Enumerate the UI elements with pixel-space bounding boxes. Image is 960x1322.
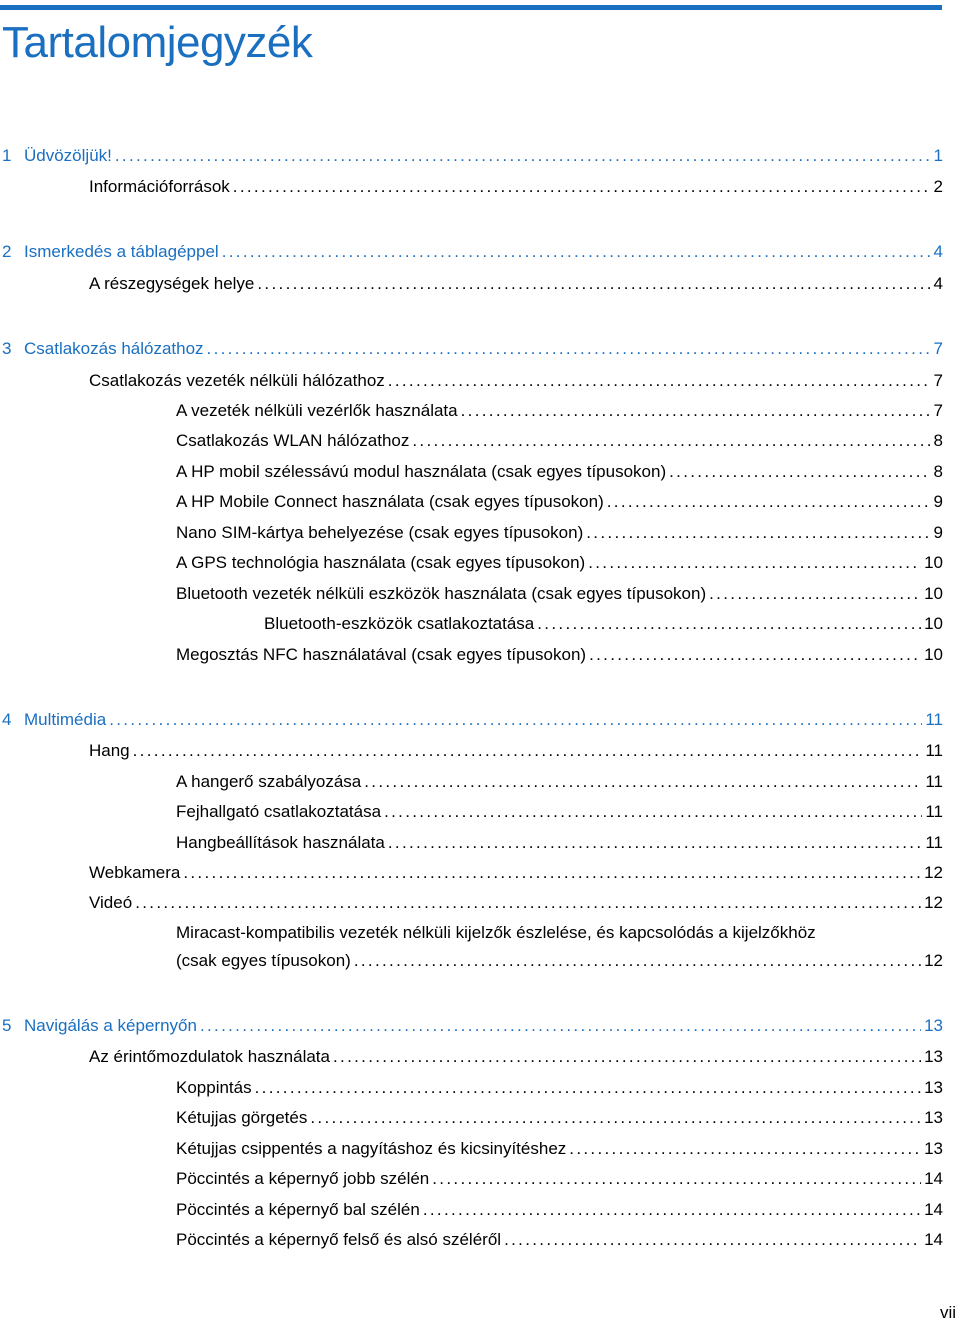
entry-title: A hangerő szabályozása bbox=[176, 772, 362, 791]
leader-dots bbox=[115, 145, 930, 167]
page-ref: 14 bbox=[924, 1200, 943, 1219]
page-ref: 11 bbox=[925, 741, 943, 760]
leader-dots bbox=[200, 1015, 921, 1037]
page-ref: 12 bbox=[924, 951, 943, 970]
toc-entry[interactable] bbox=[89, 176, 943, 198]
page-title: Tartalomjegyzék bbox=[2, 18, 313, 67]
page-ref: 14 bbox=[924, 1230, 943, 1249]
page-ref: 7 bbox=[933, 339, 943, 358]
page-ref: 2 bbox=[933, 177, 943, 196]
leader-dots bbox=[586, 522, 930, 544]
toc-chapter-4[interactable] bbox=[2, 709, 943, 731]
toc-chapter-1[interactable] bbox=[2, 145, 943, 167]
entry-title: A HP mobil szélessávú modul használata (csak egyes típusokon) bbox=[176, 462, 667, 481]
leader-dots bbox=[354, 950, 921, 972]
entry-title: Videó bbox=[89, 893, 133, 912]
leader-dots bbox=[432, 1168, 921, 1190]
page-ref: 8 bbox=[933, 462, 943, 481]
entry-title-line1[interactable]: Miracast-kompatibilis vezeték nélküli kijelzők észlelése, és kapcsolódás a kijelzőkhöz bbox=[176, 923, 816, 942]
toc-subentry[interactable] bbox=[176, 1229, 943, 1251]
leader-dots bbox=[412, 430, 930, 452]
leader-dots bbox=[109, 709, 922, 731]
entry-title: Pöccintés a képernyő bal szélén bbox=[176, 1200, 420, 1219]
page-ref: 13 bbox=[924, 1108, 943, 1127]
leader-dots bbox=[423, 1199, 921, 1221]
leader-dots bbox=[504, 1229, 921, 1251]
toc-entry[interactable] bbox=[89, 740, 943, 762]
toc-subentry[interactable] bbox=[176, 430, 943, 452]
chapter-title: Navigálás a képernyőn bbox=[24, 1016, 197, 1035]
toc-entry[interactable] bbox=[89, 892, 943, 914]
page-ref: 11 bbox=[925, 772, 943, 791]
chapter-number: 5 bbox=[2, 1016, 12, 1035]
page-ref: 13 bbox=[924, 1139, 943, 1158]
toc-subentry[interactable] bbox=[176, 400, 943, 422]
entry-title: A HP Mobile Connect használata (csak egyes típusokon) bbox=[176, 492, 604, 511]
toc-chapter-5[interactable] bbox=[2, 1015, 943, 1037]
toc-subentry[interactable] bbox=[176, 552, 943, 574]
leader-dots bbox=[310, 1107, 921, 1129]
entry-title: (csak egyes típusokon) bbox=[176, 951, 351, 970]
toc-subentry[interactable] bbox=[176, 771, 943, 793]
toc-subentry[interactable] bbox=[176, 1199, 943, 1221]
leader-dots bbox=[589, 644, 921, 666]
toc-subentry[interactable] bbox=[176, 644, 943, 666]
page-ref: 12 bbox=[924, 863, 943, 882]
entry-title: Webkamera bbox=[89, 863, 181, 882]
page-ref: 13 bbox=[924, 1047, 943, 1066]
toc-subsubentry[interactable] bbox=[264, 613, 943, 635]
page-ref: 13 bbox=[924, 1078, 943, 1097]
entry-title: Az érintőmozdulatok használata bbox=[89, 1047, 330, 1066]
leader-dots bbox=[388, 832, 922, 854]
toc-subentry[interactable] bbox=[176, 1107, 943, 1129]
entry-title: Pöccintés a képernyő felső és alsó széléről bbox=[176, 1230, 502, 1249]
page-ref: 9 bbox=[933, 523, 943, 542]
toc-chapter-2[interactable] bbox=[2, 241, 943, 263]
chapter-title: Csatlakozás hálózathoz bbox=[24, 339, 204, 358]
leader-dots bbox=[588, 552, 921, 574]
page-number: vii bbox=[939, 1303, 956, 1322]
leader-dots bbox=[607, 491, 930, 513]
entry-title: Hang bbox=[89, 741, 130, 760]
page-ref: 7 bbox=[933, 371, 943, 390]
entry-title: A vezeték nélküli vezérlők használata bbox=[176, 401, 458, 420]
chapter-title: Ismerkedés a táblagéppel bbox=[24, 242, 219, 261]
page-ref: 12 bbox=[924, 893, 943, 912]
page-ref: 11 bbox=[925, 802, 943, 821]
entry-title: Koppintás bbox=[176, 1078, 252, 1097]
chapter-title: Multimédia bbox=[24, 710, 107, 729]
leader-dots bbox=[388, 370, 930, 392]
entry-title: Hangbeállítások használata bbox=[176, 833, 385, 852]
entry-title: Csatlakozás WLAN hálózathoz bbox=[176, 431, 410, 450]
toc-subentry[interactable] bbox=[176, 583, 943, 605]
toc-subentry[interactable] bbox=[176, 491, 943, 513]
leader-dots bbox=[183, 862, 921, 884]
toc-subentry[interactable] bbox=[176, 522, 943, 544]
toc-entry[interactable] bbox=[89, 862, 943, 884]
toc-subentry[interactable] bbox=[176, 1138, 943, 1160]
leader-dots bbox=[364, 771, 922, 793]
entry-title: Kétujjas csippentés a nagyításhoz és kicsinyítéshez bbox=[176, 1139, 567, 1158]
toc-entry[interactable] bbox=[89, 370, 943, 392]
entry-title: A részegységek helye bbox=[89, 274, 255, 293]
page-ref: 10 bbox=[924, 614, 943, 633]
page-ref: 9 bbox=[933, 492, 943, 511]
page-ref: 4 bbox=[933, 274, 943, 293]
chapter-number: 3 bbox=[2, 339, 12, 358]
leader-dots bbox=[461, 400, 930, 422]
leader-dots bbox=[255, 1077, 921, 1099]
toc-chapter-3[interactable] bbox=[2, 338, 943, 360]
page-ref: 1 bbox=[933, 146, 943, 165]
toc-entry[interactable] bbox=[89, 1046, 943, 1068]
entry-title: A GPS technológia használata (csak egyes típusokon) bbox=[176, 553, 586, 572]
leader-dots bbox=[569, 1138, 921, 1160]
page-ref: 11 bbox=[925, 710, 943, 729]
page-ref: 14 bbox=[924, 1169, 943, 1188]
toc-subentry[interactable] bbox=[176, 801, 943, 823]
leader-dots bbox=[222, 241, 930, 263]
leader-dots bbox=[233, 176, 930, 198]
entry-title: Pöccintés a képernyő jobb szélén bbox=[176, 1169, 430, 1188]
toc-subentry[interactable] bbox=[176, 1077, 943, 1099]
entry-title: Bluetooth vezeték nélküli eszközök használata (csak egyes típusokon) bbox=[176, 584, 707, 603]
entry-title: Információforrások bbox=[89, 177, 230, 196]
chapter-title: Üdvözöljük! bbox=[24, 146, 112, 165]
page-ref: 10 bbox=[924, 584, 943, 603]
chapter-number: 2 bbox=[2, 242, 12, 261]
leader-dots bbox=[133, 740, 923, 762]
toc-entry[interactable] bbox=[89, 273, 943, 295]
toc-subentry[interactable] bbox=[176, 461, 943, 483]
page-ref: 13 bbox=[924, 1016, 943, 1035]
leader-dots bbox=[207, 338, 930, 360]
page-ref: 10 bbox=[924, 553, 943, 572]
page-ref: 10 bbox=[924, 645, 943, 664]
toc-subentry[interactable] bbox=[176, 832, 943, 854]
leader-dots bbox=[257, 273, 930, 295]
chapter-number: 4 bbox=[2, 710, 12, 729]
leader-dots bbox=[135, 892, 921, 914]
entry-title: Kétujjas görgetés bbox=[176, 1108, 308, 1127]
entry-title: Bluetooth-eszközök csatlakoztatása bbox=[264, 614, 535, 633]
entry-title: Csatlakozás vezeték nélküli hálózathoz bbox=[89, 371, 385, 390]
toc-subentry[interactable] bbox=[176, 1168, 943, 1190]
entry-title: Fejhallgató csatlakoztatása bbox=[176, 802, 382, 821]
entry-title: Megosztás NFC használatával (csak egyes típusokon) bbox=[176, 645, 587, 664]
leader-dots bbox=[384, 801, 922, 823]
leader-dots bbox=[709, 583, 921, 605]
chapter-number: 1 bbox=[2, 146, 12, 165]
page-ref: 4 bbox=[933, 242, 943, 261]
page-ref: 11 bbox=[925, 833, 943, 852]
page-ref: 7 bbox=[933, 401, 943, 420]
entry-title: Nano SIM-kártya behelyezése (csak egyes típusokon) bbox=[176, 523, 584, 542]
leader-dots bbox=[669, 461, 930, 483]
leader-dots bbox=[537, 613, 921, 635]
leader-dots bbox=[333, 1046, 921, 1068]
page-ref: 8 bbox=[933, 431, 943, 450]
toc-subentry[interactable] bbox=[176, 950, 943, 972]
